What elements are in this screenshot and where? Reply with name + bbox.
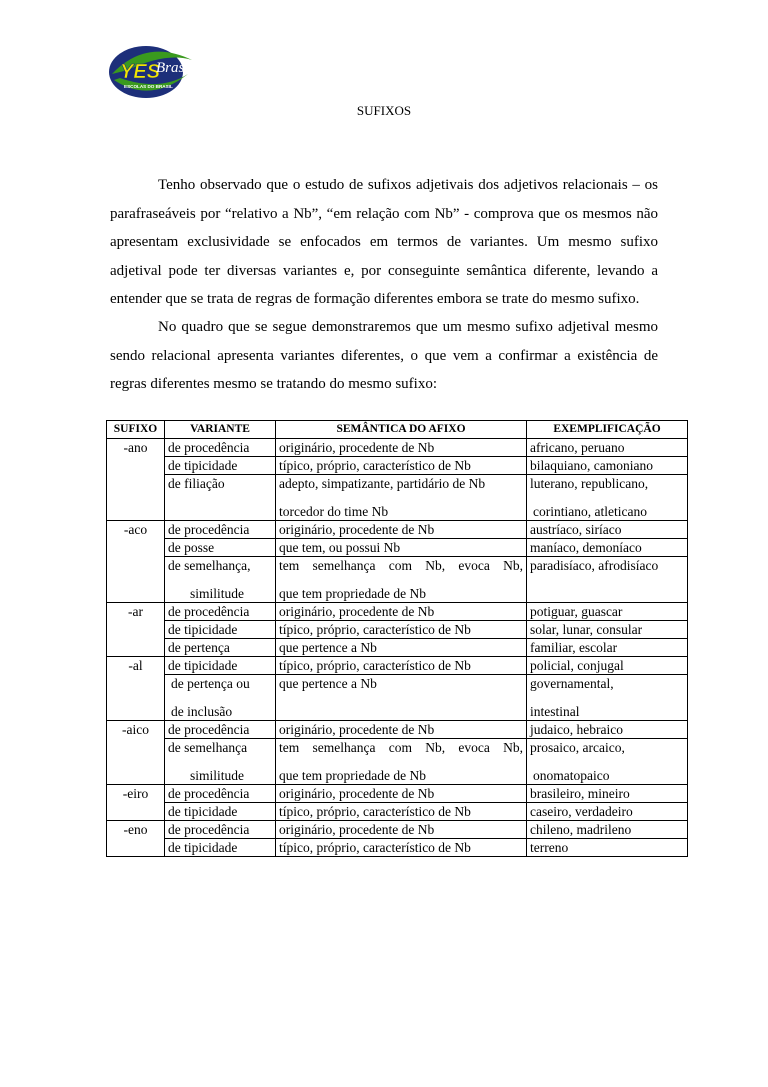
suffix-cell: -ar [107, 603, 165, 657]
example-cell: intestinal [527, 703, 688, 721]
example-cell: chileno, madrileno [527, 821, 688, 839]
table-row [107, 539, 688, 557]
semantics-cell: típico, próprio, característico de Nb [276, 803, 527, 821]
table-row [107, 785, 688, 803]
semantics-cell: típico, próprio, característico de Nb [276, 657, 527, 675]
suffix-cell: -al [107, 657, 165, 721]
svg-text:Bras: Bras [156, 60, 185, 76]
semantics-cell: originário, procedente de Nb [276, 439, 527, 457]
svg-text:YES: YES [120, 61, 161, 83]
example-cell: luterano, republicano, [527, 475, 688, 504]
svg-text:ESCOLAS DO BRASIL: ESCOLAS DO BRASIL [124, 84, 173, 89]
table-row [107, 621, 688, 639]
semantics-cell: que tem, ou possui Nb [276, 539, 527, 557]
example-cell: paradisíaco, afrodisíaco [527, 557, 688, 603]
semantics-cell: que tem propriedade de Nb [276, 767, 527, 785]
variant-cell: de posse [165, 539, 276, 557]
variant-cell: de semelhança, [165, 557, 276, 586]
suffix-cell: -aco [107, 521, 165, 603]
example-cell: judaico, hebraico [527, 721, 688, 739]
suffix-cell: -eiro [107, 785, 165, 821]
table-row [107, 457, 688, 475]
example-cell: potiguar, guascar [527, 603, 688, 621]
semantics-cell: típico, próprio, característico de Nb [276, 457, 527, 475]
example-cell: bilaquiano, camoniano [527, 457, 688, 475]
semantics-cell: originário, procedente de Nb [276, 785, 527, 803]
example-cell: terreno [527, 839, 688, 857]
variant-cell: de tipicidade [165, 839, 276, 857]
variant-cell: de procedência [165, 603, 276, 621]
table-row [107, 803, 688, 821]
header-sufixo: SUFIXO [107, 421, 165, 439]
example-cell: onomatopaico [533, 768, 610, 783]
semantics-cell: que tem propriedade de Nb [276, 585, 527, 603]
table-row [107, 439, 688, 457]
example-cell: austríaco, siríaco [527, 521, 688, 539]
example-cell: brasileiro, mineiro [527, 785, 688, 803]
table-row [107, 521, 688, 539]
variant-cell: de procedência [165, 785, 276, 803]
variant-cell: de procedência [165, 439, 276, 457]
variant-cell: de procedência [165, 521, 276, 539]
table-row [107, 603, 688, 621]
variant-cell: similitude [190, 768, 244, 783]
semantics-cell: originário, procedente de Nb [276, 603, 527, 621]
suffix-cell: -aico [107, 721, 165, 785]
example-cell: caseiro, verdadeiro [527, 803, 688, 821]
variant-cell: de tipicidade [165, 657, 276, 675]
variant-cell: de inclusão [171, 704, 233, 719]
example-cell: familiar, escolar [527, 639, 688, 657]
table-row [107, 657, 688, 675]
variant-cell: de semelhança [165, 739, 276, 768]
example-cell: policial, conjugal [527, 657, 688, 675]
example-cell: prosaico, arcaico, [527, 739, 688, 768]
variant-cell: de filiação [165, 475, 276, 521]
semantics-cell: torcedor do time Nb [276, 503, 527, 521]
suffix-cell: -eno [107, 821, 165, 857]
intro-paragraph: Tenho observado que o estudo de sufixos adjetivais dos adjetivos relacionais – os parafraseáveis por “relativo a Nb”, “em relação com Nb” - comprova que os mesmos não apresentam exclusividade se enfocados em termos de variantes. Um mesmo sufixo adjetival pode ter diversas variantes e, por conseguinte semântica diferente, levando a entender que se trata de regras de formação diferentes embora se trate do mesmo sufixo. [110, 177, 658, 307]
variant-cell: de tipicidade [165, 803, 276, 821]
semantics-cell: que pertence a Nb [276, 675, 527, 721]
table-row [107, 721, 688, 739]
table-row [107, 675, 688, 704]
header-exemplificacao: EXEMPLIFICAÇÃO [527, 421, 688, 439]
semantics-cell: que pertence a Nb [276, 639, 527, 657]
page-title: SUFIXOS [356, 103, 412, 118]
variant-cell: de tipicidade [165, 457, 276, 475]
semantics-cell: originário, procedente de Nb [276, 521, 527, 539]
school-logo [106, 44, 198, 100]
table-row [107, 475, 688, 504]
semantics-cell: originário, procedente de Nb [276, 721, 527, 739]
table-row [107, 767, 688, 785]
semantics-cell: típico, próprio, característico de Nb [276, 621, 527, 639]
example-cell: solar, lunar, consular [527, 621, 688, 639]
table-row [107, 557, 688, 586]
example-cell: maníaco, demoníaco [527, 539, 688, 557]
example-cell: corintiano, atleticano [533, 504, 647, 519]
suffix-cell: -ano [107, 439, 165, 521]
variant-cell: de procedência [165, 721, 276, 739]
semantics-cell: adepto, simpatizante, partidário de Nb [276, 475, 527, 504]
variant-cell: de procedência [165, 821, 276, 839]
example-cell: governamental, [527, 675, 688, 704]
header-semantica: SEMÂNTICA DO AFIXO [276, 421, 527, 439]
semantics-cell: tem semelhança com Nb, evoca Nb, [276, 557, 527, 586]
variant-cell: similitude [190, 586, 244, 601]
semantics-cell: típico, próprio, característico de Nb [276, 839, 527, 857]
suffix-table [106, 420, 688, 857]
table-row [107, 821, 688, 839]
variant-cell: de pertença ou [171, 676, 250, 691]
table-intro-paragraph: No quadro que se segue demonstraremos que um mesmo sufixo adjetival mesmo sendo relacional apresenta variantes diferentes, o que vem a confirmar a existência de regras diferentes mesmo se tratando do mesmo sufixo: [110, 319, 658, 392]
semantics-cell: originário, procedente de Nb [276, 821, 527, 839]
header-variante: VARIANTE [165, 421, 276, 439]
example-cell: africano, peruano [527, 439, 688, 457]
table-row [107, 739, 688, 768]
table-row [107, 839, 688, 857]
semantics-cell: tem semelhança com Nb, evoca Nb, [276, 739, 527, 768]
table-row [107, 639, 688, 657]
table-header-row [107, 421, 688, 439]
variant-cell: de pertença [165, 639, 276, 657]
variant-cell: de tipicidade [165, 621, 276, 639]
